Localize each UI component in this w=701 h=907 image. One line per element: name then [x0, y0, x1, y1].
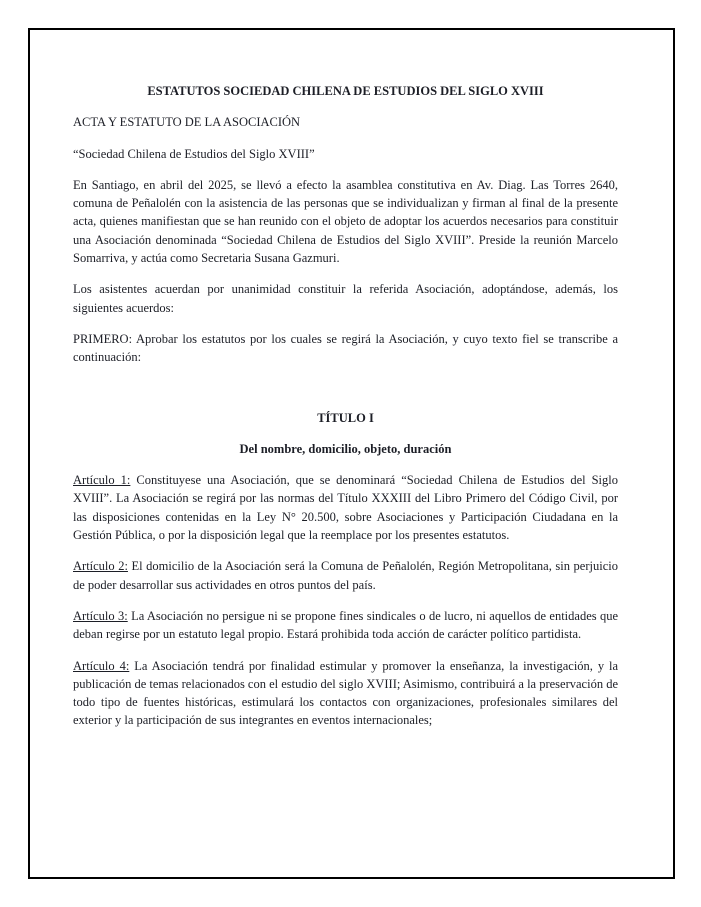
intro-paragraph-constitutive-assembly: En Santiago, en abril del 2025, se llevó a efecto la asamblea constitutiva en Av. Diag. Las Torres 2640, comuna de Peñalolén con la asistencia de las personas que se individualizan y firman al final de la presente acta, quienes manifiestan que se han reunido con el objeto de adoptar los acuerdos necesarios para constituir una Asociación denominada “Sociedad Chilena de Estudios del Siglo XVIII”. Preside la reunión Marcelo Somarriva, y actúa como Secretaria Susana Gazmuri.: [73, 177, 618, 266]
titulo-heading: TÍTULO I: [317, 410, 374, 425]
article-1-label: Artículo 1:: [73, 473, 131, 488]
article-paragraph-4: [73, 657, 618, 730]
act-heading: ACTA Y ESTATUTO DE LA ASOCIACIÓN: [73, 115, 301, 130]
article-2-label: Artículo 2:: [73, 559, 128, 574]
article-4-text: La Asociación tendrá por finalidad estimular y promover la enseñanza, la investigación, y la publicación de temas relacionados con el estudio del siglo XVIII; Asimismo, contribuirá a la preservación de todo tipo de fuentes históricas, estimulará los contactos con organizaciones, profesionales similares del exterior y la participación de sus integrantes en eventos internacionales;: [73, 658, 619, 728]
society-name: “Sociedad Chilena de Estudios del Siglo XVIII”: [73, 146, 315, 161]
article-2-text: El domicilio de la Asociación será la Comuna de Peñalolén, Región Metropolitana, sin perjuicio de poder desarrollar sus actividades en otros puntos del país.: [73, 559, 618, 592]
article-paragraph-3: [73, 607, 618, 644]
document-content: [30, 30, 673, 730]
article-4-label: Artículo 4:: [73, 658, 130, 673]
article-1-text: Constituyese una Asociación, que se denominará “Sociedad Chilena de Estudios del Siglo XVIII”. La Asociación se regirá por las normas del Título XXXIII del Libro Primero del Código Civil, por las disposiciones contenidas en la Ley N° 20.500, sobre Asociaciones y Participación Ciudadana en la Gestión Pública, o por la disposición legal que la reemplace por los presentes estatutos.: [73, 473, 618, 543]
article-3-text: La Asociación no persigue ni se propone fines sindicales o de lucro, ni aquellos de entidades que deban regirse por un estatuto legal propio. Estará prohibida toda acción de carácter político partidista.: [73, 608, 618, 642]
article-paragraph-1: [73, 471, 618, 544]
intro-paragraph-unanimous-agreement: Los asistentes acuerdan por unanimidad constituir la referida Asociación, adoptándose, además, los siguientes acuerdos:: [73, 282, 618, 315]
intro-paragraph-primero: PRIMERO: Aprobar los estatutos por los cuales se regirá la Asociación, y cuyo texto fiel se transcribe a continuación:: [73, 331, 618, 365]
document-page: [28, 28, 675, 879]
article-paragraph-2: [73, 557, 618, 594]
titulo-subheading: Del nombre, domicilio, objeto, duración: [239, 441, 452, 456]
document-title: ESTATUTOS SOCIEDAD CHILENA DE ESTUDIOS DEL SIGLO XVIII: [147, 84, 544, 98]
article-3-label: Artículo 3:: [73, 608, 128, 623]
